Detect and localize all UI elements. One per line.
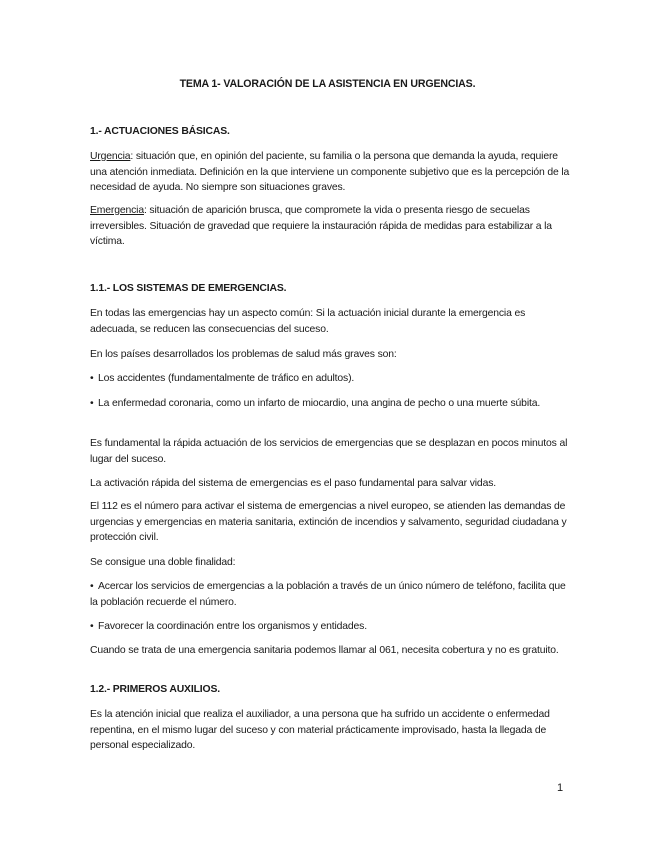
bullet-item: [90, 579, 570, 610]
paragraph: Se consigue una doble finalidad:: [90, 557, 236, 568]
emergencia-term: Emergencia: [90, 205, 144, 216]
page-number: 1: [557, 782, 563, 794]
document-title: TEMA 1- VALORACIÓN DE LA ASISTENCIA EN URGENCIAS.: [179, 78, 476, 90]
bullet-text: Los accidentes (fundamentalmente de tráfico en adultos).: [98, 373, 355, 384]
section-1-2-heading: 1.2.- PRIMEROS AUXILIOS.: [90, 684, 220, 695]
paragraph: El 112 es el número para activar el sistema de emergencias a nivel europeo, se atienden las demandas de urgencias y emergencias en materia sanitaria, extinción de incendios y salvamento, seguridad ciudadana y protección civil.: [90, 501, 567, 544]
urgencia-text: : situación que, en opinión del paciente, su familia o la persona que demanda la ayuda, requiere una atención inmediata. Definición en la que interviene un componente subjetivo que es la percepción de la necesidad de ayuda. No siempre son situaciones graves.: [90, 151, 570, 194]
bullet-text: La enfermedad coronaria, como un infarto de miocardio, una angina de pecho o una muerte súbita.: [98, 398, 541, 409]
bullet-icon: •: [90, 621, 94, 632]
urgencia-term: Urgencia: [90, 151, 131, 162]
paragraph: Es fundamental la rápida actuación de los servicios de emergencias que se desplazan en pocos minutos al lugar del suceso.: [90, 438, 568, 465]
bullet-text: Acercar los servicios de emergencias a la población a través de un único número de teléfono, facilita que la población recuerde el número.: [90, 581, 566, 608]
bullet-item: [90, 371, 570, 387]
bullet-text: Favorecer la coordinación entre los organismos y entidades.: [98, 621, 367, 632]
emergencia-text: : situación de aparición brusca, que compromete la vida o presenta riesgo de secuelas irreversibles. Situación de gravedad que requiere la instauración rápida de medidas para estabilizar a la víctima.: [90, 205, 552, 248]
paragraph: En todas las emergencias hay un aspecto común: Si la actuación inicial durante la emergencia es adecuada, se reducen las consecuencias del suceso.: [90, 308, 526, 335]
bullet-item: [90, 396, 570, 412]
paragraph: Es la atención inicial que realiza el auxiliador, a una persona que ha sufrido un accidente o enfermedad repentina, en el mismo lugar del suceso y con material prácticamente improvisado, hasta la llegada de personal especializado.: [90, 709, 550, 752]
bullet-icon: •: [90, 398, 94, 409]
urgencia-definition: [90, 149, 570, 196]
paragraph: En los países desarrollados los problemas de salud más graves son:: [90, 349, 397, 360]
section-1-heading: 1.- ACTUACIONES BÁSICAS.: [90, 126, 230, 137]
emergencia-definition: [90, 203, 570, 250]
paragraph: Cuando se trata de una emergencia sanitaria podemos llamar al 061, necesita cobertura y no es gratuito.: [90, 645, 559, 656]
section-1-1-heading: 1.1.- LOS SISTEMAS DE EMERGENCIAS.: [90, 283, 287, 294]
bullet-icon: •: [90, 373, 94, 384]
bullet-icon: •: [90, 581, 94, 592]
paragraph: La activación rápida del sistema de emergencias es el paso fundamental para salvar vidas.: [90, 478, 496, 489]
bullet-item: [90, 619, 570, 635]
